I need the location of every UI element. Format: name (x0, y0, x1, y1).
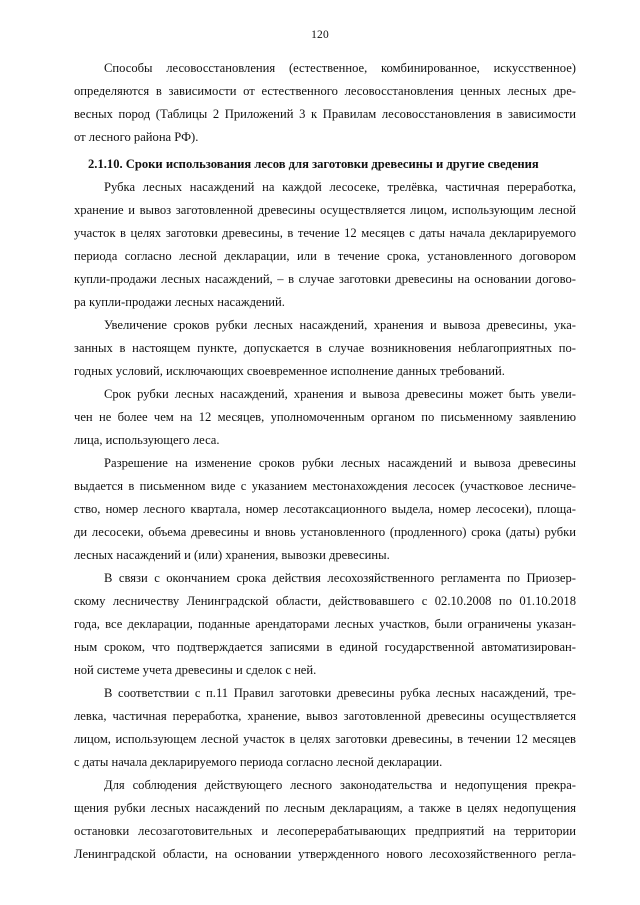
paragraph-line: ра купли-продажи лесных насаждений. (74, 295, 285, 309)
paragraph-line: ство, номер лесного квартала, номер лесотаксационного выдела, номер лесосеки), площа- (74, 502, 576, 516)
paragraph-line: Способы лесовосстановления (естественное, комбинированное, искусственное) (104, 61, 576, 75)
paragraph-line: лесных насаждений и (или) хранения, вывозки древесины. (74, 548, 390, 562)
paragraph-line: лица, использующего леса. (74, 433, 220, 447)
paragraph-line: чен не более чем на 12 месяцев, уполномоченным органом по письменному заявлению (74, 410, 576, 424)
paragraph-line: Увеличение сроков рубки лесных насаждений, хранения и вывоза древесины, ука- (104, 318, 576, 332)
paragraph-line: левка, частичная переработка, хранение, вывоз заготовленной древесины осуществляется (74, 709, 576, 723)
paragraph-line: хранение и вывоз заготовленной древесины осуществляется лицом, использующим лесной (74, 203, 576, 217)
paragraph-line: участок в целях заготовки древесины, в течение 12 месяцев с даты начала декларируемого (74, 226, 576, 240)
paragraph-line: Рубка лесных насаждений на каждой лесосеке, трелёвка, частичная переработка, (104, 180, 576, 194)
paragraph-line: с даты начала декларируемого периода согласно лесной декларации. (74, 755, 443, 769)
paragraph-line: купли-продажи лесных насаждений, – в случае заготовки древесины на основании догово- (74, 272, 576, 286)
section-heading: 2.1.10. Сроки использования лесов для заготовки древесины и другие сведения (88, 157, 539, 171)
page-number: 120 (311, 29, 329, 41)
paragraph-line: ным сроком, что подтверждается записями в единой государственной автоматизирован- (74, 640, 576, 654)
paragraph-line: скому лесничеству Ленинградской области, действовавшего с 02.10.2008 по 01.10.2018 (74, 594, 576, 608)
paragraph-line: ди лесосеки, объема древесины и вновь установленного (продленного) срока (даты) рубки (74, 525, 576, 539)
paragraph-line: ной системе учета древесины и сделок с ней. (74, 663, 317, 677)
paragraph-line: В связи с окончанием срока действия лесохозяйственного регламента по Приозер- (104, 571, 576, 585)
paragraph-line: Разрешение на изменение сроков рубки лесных насаждений и вывоза древесины (104, 456, 576, 470)
paragraph-line: Ленинградской области, на основании утвержденного нового лесохозяйственного регла- (74, 847, 576, 861)
paragraph-line: года, все декларации, поданные арендаторами лесных участков, были ограничены указан- (74, 617, 576, 631)
paragraph-line: годных условий, исключающих своевременное исполнение данных требований. (74, 364, 505, 378)
paragraph-line: от лесного района РФ). (74, 130, 199, 144)
paragraph-line: щения рубки лесных насаждений по лесным декларациям, а также в целях недопущения (74, 801, 576, 815)
paragraph-line: занных в настоящем пункте, допускается в случае возникновения неблагоприятных по- (74, 341, 576, 355)
paragraph-line: периода согласно лесной декларации, или в течение срока, установленного договором (74, 249, 576, 263)
paragraph-line: определяются в зависимости от естественного лесовосстановления ценных лесных дре- (74, 84, 576, 98)
paragraph-line: лицом, использующем лесной участок в целях заготовки древесины, в течении 12 месяцев (74, 732, 576, 746)
paragraph-line: В соответствии с п.11 Правил заготовки древесины рубка лесных насаждений, тре- (104, 686, 576, 700)
paragraph-line: Срок рубки лесных насаждений, хранения и вывоза древесины может быть увели- (104, 387, 576, 401)
paragraph-line: весных пород (Таблицы 2 Приложений 3 к Правилам лесовосстановления в зависимости (74, 107, 576, 121)
paragraph-line: выдается в письменном виде с указанием местонахождения лесосек (участковое лесниче- (74, 479, 576, 493)
paragraph-line: остановки лесозаготовительных и лесоперерабатывающих предприятий на территории (74, 824, 576, 838)
paragraph-line: Для соблюдения действующего лесного законодательства и недопущения прекра- (104, 778, 576, 792)
